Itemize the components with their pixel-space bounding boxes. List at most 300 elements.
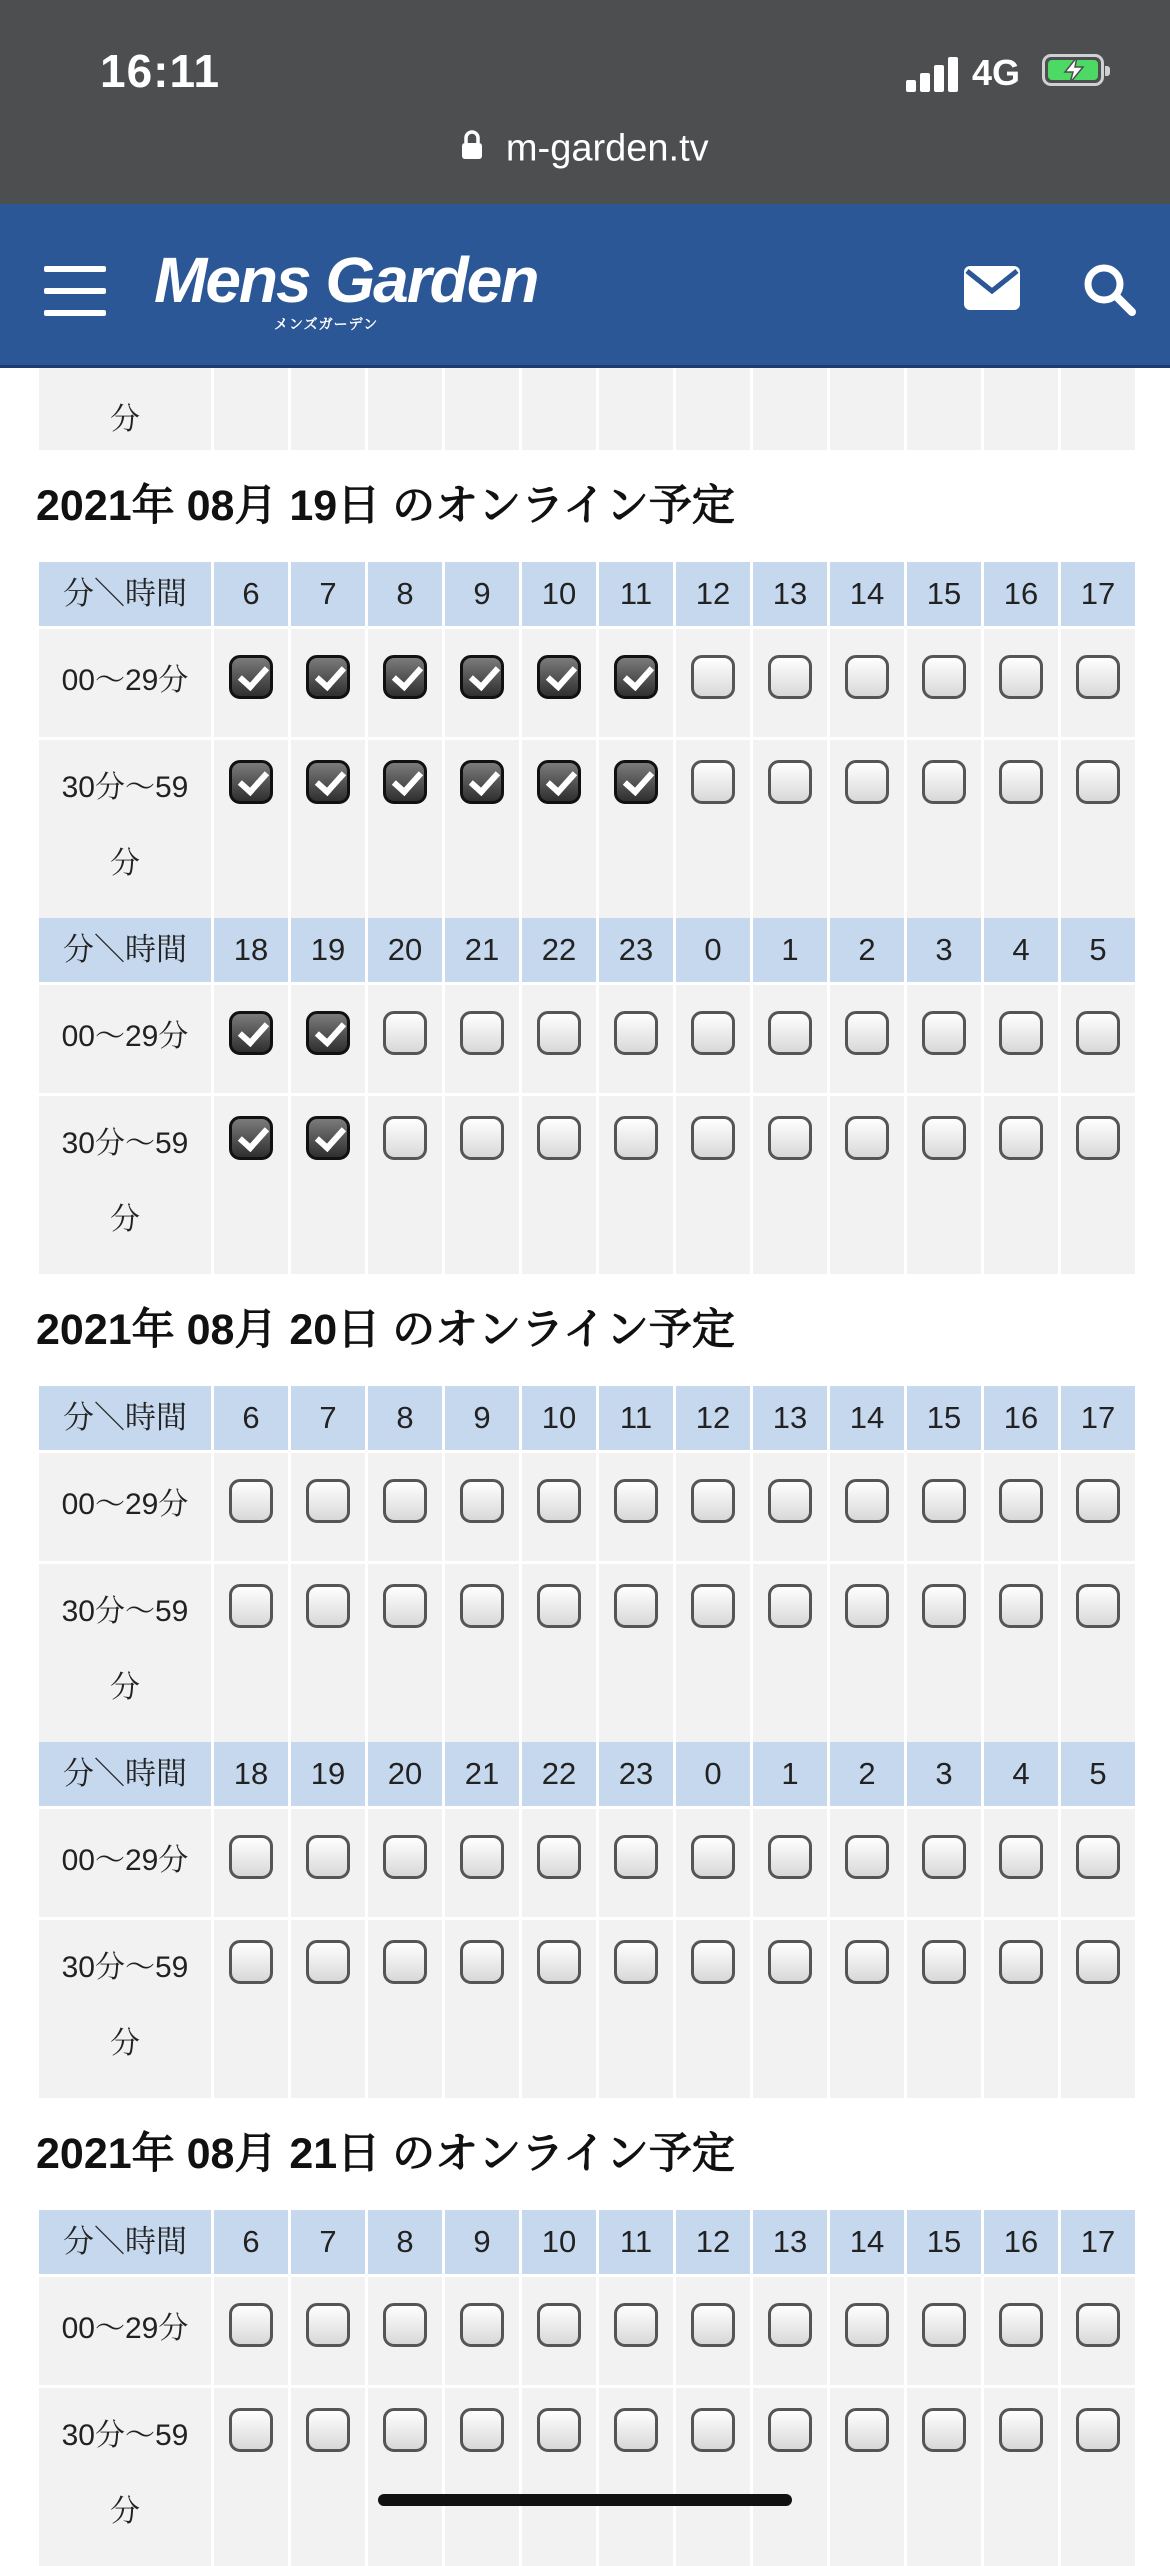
- slot-cell: [368, 2385, 442, 2566]
- day-section: [0, 450, 1170, 1274]
- slot-row-second-half: [39, 1093, 1135, 1274]
- slot-cell: [984, 2385, 1058, 2566]
- slot-checkbox[interactable]: [614, 1584, 658, 1628]
- slot-checkbox[interactable]: [383, 2408, 427, 2452]
- slot-checkbox[interactable]: [922, 2303, 966, 2347]
- row-label-cell: [39, 1093, 211, 1274]
- hour-label: 17: [1061, 1386, 1135, 1450]
- slot-checkbox[interactable]: [306, 760, 350, 804]
- slot-checkbox[interactable]: [922, 1835, 966, 1879]
- slot-checkbox[interactable]: [691, 1479, 735, 1523]
- slot-cell: [522, 1561, 596, 1742]
- logo-subtext: メンズガーデン: [274, 316, 379, 332]
- status-time: 16:11: [100, 45, 221, 97]
- slot-row-second-half: [39, 2385, 1135, 2566]
- row-label-cell: [39, 1561, 211, 1742]
- hour-header-row: [39, 562, 1135, 626]
- slot-checkbox[interactable]: [768, 1116, 812, 1160]
- slot-cell: [214, 1917, 288, 2098]
- slot-checkbox[interactable]: [306, 1835, 350, 1879]
- slot-cell: [830, 1093, 904, 1274]
- slot-checkbox[interactable]: [845, 1835, 889, 1879]
- slot-checkbox[interactable]: [999, 1011, 1043, 1055]
- slot-checkbox[interactable]: [922, 1116, 966, 1160]
- slot-checkbox[interactable]: [999, 1940, 1043, 1984]
- slot-cell: [1061, 1093, 1135, 1274]
- slot-checkbox[interactable]: [537, 1011, 581, 1055]
- slot-checkbox[interactable]: [768, 1584, 812, 1628]
- hour-label: 22: [522, 918, 596, 982]
- row-label-line2: 分: [110, 1671, 140, 1704]
- hour-label: 17: [1061, 562, 1135, 626]
- slot-checkbox[interactable]: [691, 655, 735, 699]
- slot-cell: [522, 2385, 596, 2566]
- slot-checkbox[interactable]: [922, 1011, 966, 1055]
- hour-label: 22: [522, 1742, 596, 1806]
- slot-checkbox[interactable]: [1076, 1116, 1120, 1160]
- corner-label: 分＼時間: [39, 2210, 211, 2274]
- slot-checkbox[interactable]: [999, 1584, 1043, 1628]
- slot-checkbox[interactable]: [691, 1835, 735, 1879]
- slot-checkbox[interactable]: [845, 1584, 889, 1628]
- slot-checkbox[interactable]: [768, 760, 812, 804]
- slot-checkbox[interactable]: [922, 2408, 966, 2452]
- slot-checkbox[interactable]: [229, 1940, 273, 1984]
- slot-cell: [522, 737, 596, 918]
- slot-checkbox[interactable]: [1076, 1011, 1120, 1055]
- slot-checkbox[interactable]: [306, 1940, 350, 1984]
- slot-cell: [599, 737, 673, 918]
- hour-label: 19: [291, 1742, 365, 1806]
- slot-checkbox[interactable]: [922, 1584, 966, 1628]
- slot-checkbox[interactable]: [614, 2303, 658, 2347]
- hour-label: 4: [984, 918, 1058, 982]
- hour-label: 23: [599, 918, 673, 982]
- slot-checkbox[interactable]: [845, 1479, 889, 1523]
- slot-cell: [291, 2385, 365, 2566]
- hour-label: 11: [599, 562, 673, 626]
- row-label-line2: 分: [110, 847, 140, 880]
- slot-checkbox[interactable]: [1076, 760, 1120, 804]
- hour-label: 18: [214, 918, 288, 982]
- row-label-cell: [39, 982, 211, 1093]
- hour-label: 14: [830, 562, 904, 626]
- slot-checkbox[interactable]: [306, 1584, 350, 1628]
- slot-checkbox[interactable]: [691, 2408, 735, 2452]
- slot-checkbox[interactable]: [383, 1479, 427, 1523]
- slot-checkbox[interactable]: [229, 1116, 273, 1160]
- slot-checkbox[interactable]: [460, 1940, 504, 1984]
- slot-cell: [599, 1917, 673, 2098]
- slot-cell: [676, 982, 750, 1093]
- slot-cell: [368, 626, 442, 737]
- hour-label: 7: [291, 2210, 365, 2274]
- schedule-table: [36, 2210, 1138, 2566]
- slot-checkbox[interactable]: [614, 760, 658, 804]
- slot-checkbox[interactable]: [691, 2303, 735, 2347]
- row-label: 00〜29分: [61, 1844, 189, 1877]
- slot-cell: [291, 2274, 365, 2385]
- slot-checkbox[interactable]: [922, 1940, 966, 1984]
- slot-cell: [291, 626, 365, 737]
- slot-cell: [984, 1450, 1058, 1561]
- slot-cell: [214, 1450, 288, 1561]
- hour-label: 15: [907, 2210, 981, 2274]
- row-label-line1: 30分〜59: [61, 771, 189, 804]
- slot-checkbox[interactable]: [614, 2408, 658, 2452]
- slot-checkbox[interactable]: [383, 2303, 427, 2347]
- slot-cell: [907, 982, 981, 1093]
- corner-label: 分＼時間: [39, 918, 211, 982]
- slot-cell: [445, 982, 519, 1093]
- day-title: 2021年 08月 20日 のオンライン予定: [36, 1306, 735, 1354]
- slot-checkbox[interactable]: [768, 1011, 812, 1055]
- slot-checkbox[interactable]: [614, 655, 658, 699]
- slot-checkbox[interactable]: [845, 1940, 889, 1984]
- slot-row-first-half: [39, 982, 1135, 1093]
- slot-checkbox[interactable]: [845, 2303, 889, 2347]
- slot-checkbox[interactable]: [306, 655, 350, 699]
- slot-checkbox[interactable]: [537, 655, 581, 699]
- slot-checkbox[interactable]: [614, 1011, 658, 1055]
- slot-checkbox[interactable]: [460, 1479, 504, 1523]
- slot-cell: [445, 1561, 519, 1742]
- slot-checkbox[interactable]: [691, 1584, 735, 1628]
- slot-cell: [676, 1093, 750, 1274]
- hour-header-row: [39, 1742, 1135, 1806]
- slot-cell: [753, 1917, 827, 2098]
- hour-label: 16: [984, 1386, 1058, 1450]
- slot-checkbox[interactable]: [845, 760, 889, 804]
- day-section: [0, 1274, 1170, 2098]
- hour-label: 0: [676, 1742, 750, 1806]
- hour-label: 15: [907, 562, 981, 626]
- slot-checkbox[interactable]: [999, 760, 1043, 804]
- slot-checkbox[interactable]: [845, 1116, 889, 1160]
- previous-day-table-fragment: [36, 368, 1138, 450]
- row-label: [39, 1096, 211, 1258]
- hour-label: 9: [445, 2210, 519, 2274]
- slot-checkbox[interactable]: [537, 1584, 581, 1628]
- hour-label: 7: [291, 1386, 365, 1450]
- slot-checkbox[interactable]: [845, 2408, 889, 2452]
- slot-checkbox[interactable]: [229, 1479, 273, 1523]
- slot-cell: [599, 626, 673, 737]
- hour-header-row: [39, 1386, 1135, 1450]
- slot-checkbox[interactable]: [383, 1011, 427, 1055]
- slot-cell: [291, 982, 365, 1093]
- slot-checkbox[interactable]: [1076, 1479, 1120, 1523]
- slot-cell: [907, 1806, 981, 1917]
- slot-checkbox[interactable]: [691, 1940, 735, 1984]
- corner-label: 分＼時間: [39, 1386, 211, 1450]
- slot-checkbox[interactable]: [537, 1835, 581, 1879]
- slot-cell: [907, 737, 981, 918]
- slot-cell: [907, 626, 981, 737]
- slot-cell: [599, 1561, 673, 1742]
- hour-label: 2: [830, 918, 904, 982]
- slot-cell: [445, 626, 519, 737]
- slot-cell: [599, 1450, 673, 1561]
- slot-checkbox[interactable]: [460, 2408, 504, 2452]
- slot-cell: [522, 1806, 596, 1917]
- slot-cell: [445, 1450, 519, 1561]
- slot-checkbox[interactable]: [614, 1835, 658, 1879]
- slot-cell: [291, 1561, 365, 1742]
- slot-cell: [984, 626, 1058, 737]
- slot-checkbox[interactable]: [768, 2408, 812, 2452]
- slot-checkbox[interactable]: [999, 1479, 1043, 1523]
- slot-checkbox[interactable]: [999, 655, 1043, 699]
- slot-cell: [984, 1561, 1058, 1742]
- slot-checkbox[interactable]: [999, 1116, 1043, 1160]
- slot-row-first-half: [39, 1450, 1135, 1561]
- site-logo[interactable]: [154, 244, 538, 334]
- slot-cell: [522, 1093, 596, 1274]
- slot-checkbox[interactable]: [229, 760, 273, 804]
- corner-label: 分＼時間: [39, 562, 211, 626]
- row-label-line1: 30分〜59: [61, 1127, 189, 1160]
- slot-checkbox[interactable]: [999, 2408, 1043, 2452]
- slot-checkbox[interactable]: [537, 1479, 581, 1523]
- slot-checkbox[interactable]: [383, 655, 427, 699]
- home-indicator[interactable]: [378, 2494, 792, 2506]
- slot-checkbox[interactable]: [1076, 1835, 1120, 1879]
- slot-cell: [830, 982, 904, 1093]
- row-label-cell: [39, 2385, 211, 2566]
- slot-checkbox[interactable]: [460, 760, 504, 804]
- hour-label: 5: [1061, 918, 1135, 982]
- hour-label: 3: [907, 1742, 981, 1806]
- hour-label: 17: [1061, 2210, 1135, 2274]
- slot-cell: [214, 2385, 288, 2566]
- slot-cell: [1061, 2274, 1135, 2385]
- slot-checkbox[interactable]: [1076, 2408, 1120, 2452]
- slot-checkbox[interactable]: [460, 1584, 504, 1628]
- slot-cell: [676, 1917, 750, 2098]
- slot-checkbox[interactable]: [537, 760, 581, 804]
- slot-checkbox[interactable]: [922, 1479, 966, 1523]
- slot-cell: [753, 626, 827, 737]
- slot-cell: [676, 1450, 750, 1561]
- slot-checkbox[interactable]: [845, 1011, 889, 1055]
- slot-cell: [291, 737, 365, 918]
- slot-checkbox[interactable]: [768, 1940, 812, 1984]
- slot-cell: [676, 737, 750, 918]
- slot-cell: [907, 2274, 981, 2385]
- slot-checkbox[interactable]: [229, 2408, 273, 2452]
- row-label: 00〜29分: [61, 2312, 189, 2345]
- slot-cell: [1061, 626, 1135, 737]
- slot-cell: [907, 1450, 981, 1561]
- slot-row-first-half: [39, 2274, 1135, 2385]
- hour-label: 8: [368, 1386, 442, 1450]
- slot-cell: [907, 1561, 981, 1742]
- slot-checkbox[interactable]: [383, 1940, 427, 1984]
- slot-checkbox[interactable]: [537, 1116, 581, 1160]
- hour-label: 3: [907, 918, 981, 982]
- slot-cell: [984, 2274, 1058, 2385]
- slot-checkbox[interactable]: [383, 760, 427, 804]
- slot-checkbox[interactable]: [922, 760, 966, 804]
- slot-checkbox[interactable]: [768, 655, 812, 699]
- slot-cell: [368, 1917, 442, 2098]
- slot-checkbox[interactable]: [460, 655, 504, 699]
- hour-label: 9: [445, 562, 519, 626]
- slot-checkbox[interactable]: [537, 2408, 581, 2452]
- slot-checkbox[interactable]: [460, 1116, 504, 1160]
- hour-label: 12: [676, 1386, 750, 1450]
- hour-label: 8: [368, 562, 442, 626]
- slot-checkbox[interactable]: [768, 2303, 812, 2347]
- slot-cell: [522, 1917, 596, 2098]
- slot-cell: [830, 2274, 904, 2385]
- lock-icon: [461, 127, 483, 170]
- slot-checkbox[interactable]: [1076, 2303, 1120, 2347]
- slot-cell: [599, 2385, 673, 2566]
- slot-checkbox[interactable]: [229, 2303, 273, 2347]
- slot-cell: [522, 2274, 596, 2385]
- slot-checkbox[interactable]: [383, 1584, 427, 1628]
- slot-checkbox[interactable]: [691, 1011, 735, 1055]
- row-label-cell: [39, 626, 211, 737]
- slot-cell: [368, 1093, 442, 1274]
- hour-label: 18: [214, 1742, 288, 1806]
- slot-cell: [214, 1806, 288, 1917]
- slot-cell: [368, 737, 442, 918]
- slot-checkbox[interactable]: [229, 1584, 273, 1628]
- slot-cell: [599, 1093, 673, 1274]
- slot-checkbox[interactable]: [306, 2303, 350, 2347]
- slot-cell: [984, 1917, 1058, 2098]
- slot-checkbox[interactable]: [999, 2303, 1043, 2347]
- hour-label: 13: [753, 1386, 827, 1450]
- slot-checkbox[interactable]: [229, 655, 273, 699]
- slot-cell: [753, 1806, 827, 1917]
- slot-checkbox[interactable]: [460, 1835, 504, 1879]
- slot-checkbox[interactable]: [537, 1940, 581, 1984]
- site-header: [0, 204, 1170, 368]
- slot-checkbox[interactable]: [614, 1940, 658, 1984]
- slot-cell: [214, 626, 288, 737]
- row-label: [39, 1920, 211, 2082]
- slot-cell: [907, 1917, 981, 2098]
- hour-label: 14: [830, 2210, 904, 2274]
- slot-checkbox[interactable]: [383, 1116, 427, 1160]
- slot-cell: [830, 1450, 904, 1561]
- slot-cell: [291, 1917, 365, 2098]
- row-label-line2: 分: [110, 1203, 140, 1236]
- mail-icon[interactable]: [964, 266, 1020, 315]
- slot-checkbox[interactable]: [614, 1116, 658, 1160]
- slot-checkbox[interactable]: [306, 1479, 350, 1523]
- slot-checkbox[interactable]: [306, 1011, 350, 1055]
- slot-row-second-half: [39, 1917, 1135, 2098]
- hour-label: 1: [753, 1742, 827, 1806]
- slot-checkbox[interactable]: [691, 760, 735, 804]
- slot-cell: [445, 1917, 519, 2098]
- slot-cell: [599, 2274, 673, 2385]
- row-label-line1: 30分〜59: [61, 1951, 189, 1984]
- hour-label: 6: [214, 562, 288, 626]
- search-icon[interactable]: [1082, 262, 1136, 321]
- slot-cell: [214, 2274, 288, 2385]
- slot-checkbox[interactable]: [691, 1116, 735, 1160]
- row-label: 00〜29分: [61, 1488, 189, 1521]
- url-text: m-garden.tv: [505, 127, 709, 170]
- slot-cell: [753, 2274, 827, 2385]
- hamburger-menu-icon[interactable]: [44, 266, 108, 316]
- slot-checkbox[interactable]: [229, 1835, 273, 1879]
- slot-checkbox[interactable]: [768, 1835, 812, 1879]
- slot-cell: [522, 1450, 596, 1561]
- schedule-table: [36, 1386, 1138, 2098]
- slot-checkbox[interactable]: [306, 1116, 350, 1160]
- hour-label: 21: [445, 918, 519, 982]
- hour-label: 1: [753, 918, 827, 982]
- hour-label: 13: [753, 2210, 827, 2274]
- slot-cell: [984, 982, 1058, 1093]
- slot-cell: [753, 1561, 827, 1742]
- slot-checkbox[interactable]: [1076, 1584, 1120, 1628]
- slot-cell: [1061, 2385, 1135, 2566]
- row-label-cell: [39, 1917, 211, 2098]
- slot-cell: [445, 737, 519, 918]
- slot-checkbox[interactable]: [460, 1011, 504, 1055]
- hour-label: 19: [291, 918, 365, 982]
- slot-cell: [522, 982, 596, 1093]
- slot-checkbox[interactable]: [1076, 1940, 1120, 1984]
- hour-label: 20: [368, 1742, 442, 1806]
- slot-checkbox[interactable]: [537, 2303, 581, 2347]
- hour-label: 12: [676, 2210, 750, 2274]
- row-label-line2: 分: [110, 2027, 140, 2060]
- slot-checkbox[interactable]: [229, 1011, 273, 1055]
- slot-cell: [445, 1093, 519, 1274]
- hour-label: 14: [830, 1386, 904, 1450]
- hour-label: 11: [599, 2210, 673, 2274]
- hour-label: 12: [676, 562, 750, 626]
- slot-cell: [1061, 982, 1135, 1093]
- slot-cell: [368, 1561, 442, 1742]
- slot-checkbox[interactable]: [1076, 655, 1120, 699]
- slot-checkbox[interactable]: [306, 2408, 350, 2452]
- slot-cell: [599, 1806, 673, 1917]
- slot-checkbox[interactable]: [383, 1835, 427, 1879]
- slot-cell: [676, 2274, 750, 2385]
- hour-label: 16: [984, 2210, 1058, 2274]
- hour-label: 5: [1061, 1742, 1135, 1806]
- browser-chrome: [0, 0, 1170, 204]
- slot-cell: [214, 737, 288, 918]
- slot-cell: [291, 1806, 365, 1917]
- slot-checkbox[interactable]: [999, 1835, 1043, 1879]
- hour-label: 4: [984, 1742, 1058, 1806]
- slot-checkbox[interactable]: [768, 1479, 812, 1523]
- slot-cell: [445, 2385, 519, 2566]
- address-bar[interactable]: [0, 126, 1170, 170]
- hour-label: 16: [984, 562, 1058, 626]
- slot-checkbox[interactable]: [614, 1479, 658, 1523]
- slot-checkbox[interactable]: [922, 655, 966, 699]
- hour-label: 10: [522, 2210, 596, 2274]
- hour-label: 9: [445, 1386, 519, 1450]
- hour-label: 10: [522, 562, 596, 626]
- slot-checkbox[interactable]: [460, 2303, 504, 2347]
- slot-cell: [1061, 1561, 1135, 1742]
- slot-cell: [214, 982, 288, 1093]
- slot-checkbox[interactable]: [845, 655, 889, 699]
